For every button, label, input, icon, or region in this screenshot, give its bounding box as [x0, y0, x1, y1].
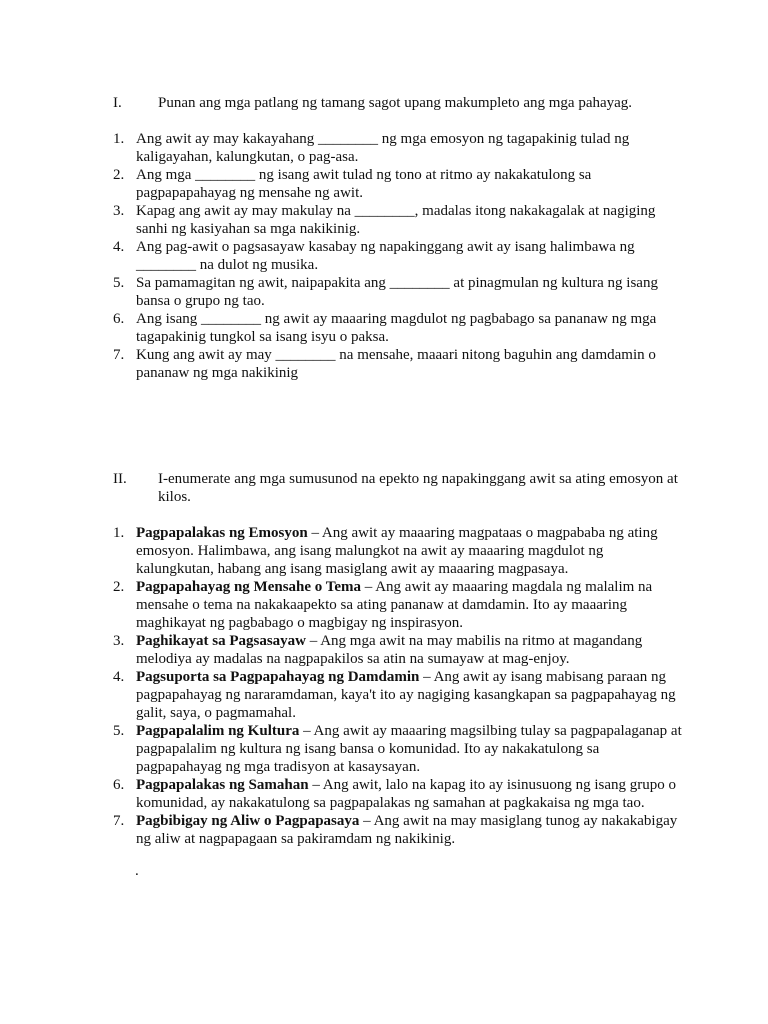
- section-2-numeral: II.: [113, 471, 127, 487]
- list-item: 4. Ang pag-awit o pagsasayaw kasabay ng napakinggang awit ay isang halimbawa ng ________ na dulot ng musika.: [113, 239, 635, 273]
- list-item: 5. Pagpapalalim ng Kultura – Ang awit ay maaaring magsilbing tulay sa pagpapalaganap at pagpapalalim ng kultura ng isang bansa o komunidad. Ito ay nakakatulong sa pagpapahayag ng mga tradisyon at kasaysayan.: [113, 723, 682, 775]
- list-item: 7. Kung ang awit ay may ________ na mensahe, maaari nitong baguhin ang damdamin o pananaw ng mga nakikinig: [113, 347, 656, 381]
- item-term: Pagbibigay ng Aliw o Pagpapasaya: [136, 813, 360, 829]
- list-item: 6. Pagpapalakas ng Samahan – Ang awit, lalo na kapag ito ay isinusuong ng isang grupo o komunidad, ay nakakatulong sa pagpapalakas ng samahan at pagkakaisa ng mga tao.: [113, 777, 677, 811]
- list-item: 3. Paghikayat sa Pagsasayaw – Ang mga awit na may mabilis na ritmo at magandang melodiya ay madalas na nagpapakilos sa atin na sumayaw at mag-enjoy.: [113, 633, 643, 667]
- item-term: Pagpapahayag ng Mensahe o Tema: [136, 579, 362, 595]
- list-item: 5. Sa pamamagitan ng awit, naipapakita ang ________ at pinagmulan ng kultura ng isang bansa o grupo ng tao.: [113, 275, 658, 309]
- section-1-numeral: I.: [113, 95, 122, 111]
- list-item: 4. Pagsuporta sa Pagpapahayag ng Damdamin – Ang awit ay isang mabisang paraan ng pagpapahayag ng nararamdaman, kaya't ito ay nagiging kasangkapan sa pagpapahayag ng galit, saya, o pagmamahal.: [113, 669, 676, 721]
- list-item: 2. Ang mga ________ ng isang awit tulad ng tono at ritmo ay nakakatulong sa pagpapapahayag ng mensahe ng awit.: [113, 167, 592, 201]
- list-item: 3. Kapag ang awit ay may makulay na ________, madalas itong nakakagalak at nagiging sanhi ng kasiyahan sa mga nakikinig.: [113, 203, 656, 237]
- list-item: 6. Ang isang ________ ng awit ay maaaring magdulot ng pagbabago sa pananaw ng mga tagapakinig tungkol sa isang isyu o paksa.: [113, 311, 657, 345]
- item-term: Paghikayat sa Pagsasayaw: [136, 633, 307, 649]
- enumeration-list: [113, 524, 683, 848]
- list-item: 2. Pagpapahayag ng Mensahe o Tema – Ang awit ay maaaring magdala ng malalim na mensahe o tema na nakakaapekto sa ating pananaw at damdamin. Ito ay maaaring maghikayat ng pagbabago o magbigay ng inspirasyon.: [113, 579, 653, 631]
- trailing-period: .: [135, 863, 139, 879]
- section-1-instruction: Punan ang mga patlang ng tamang sagot upang makumpleto ang mga pahayag.: [158, 95, 633, 111]
- list-item: 7. Pagbibigay ng Aliw o Pagpapasaya – Ang awit na may masiglang tunog ay nakakabigay ng aliw at nagpapagaan sa pakiramdam ng nakikinig.: [113, 813, 678, 847]
- item-term: Pagpapalalim ng Kultura: [136, 723, 300, 739]
- item-term: Pagpapalakas ng Emosyon: [136, 525, 308, 541]
- item-term: Pagsuporta sa Pagpapahayag ng Damdamin: [136, 669, 420, 685]
- list-item: 1. Ang awit ay may kakayahang ________ ng mga emosyon ng tagapakinig tulad ng kaligayahan, kalungkutan, o pag-asa.: [113, 131, 630, 165]
- section-2-instruction: I-enumerate ang mga sumusunod na epekto ng napakinggang awit sa ating emosyon at kilos.: [158, 471, 678, 505]
- list-item: 1. Pagpapalakas ng Emosyon – Ang awit ay maaaring magpataas o magpababa ng ating emosyon. Halimbawa, ang isang malungkot na awit ay maaaring magdulot ng kalungkutan, habang ang isang masiglang awit ay maaaring magpasaya.: [113, 525, 658, 577]
- item-term: Pagpapalakas ng Samahan: [136, 777, 309, 793]
- fill-in-blank-list: [113, 130, 683, 382]
